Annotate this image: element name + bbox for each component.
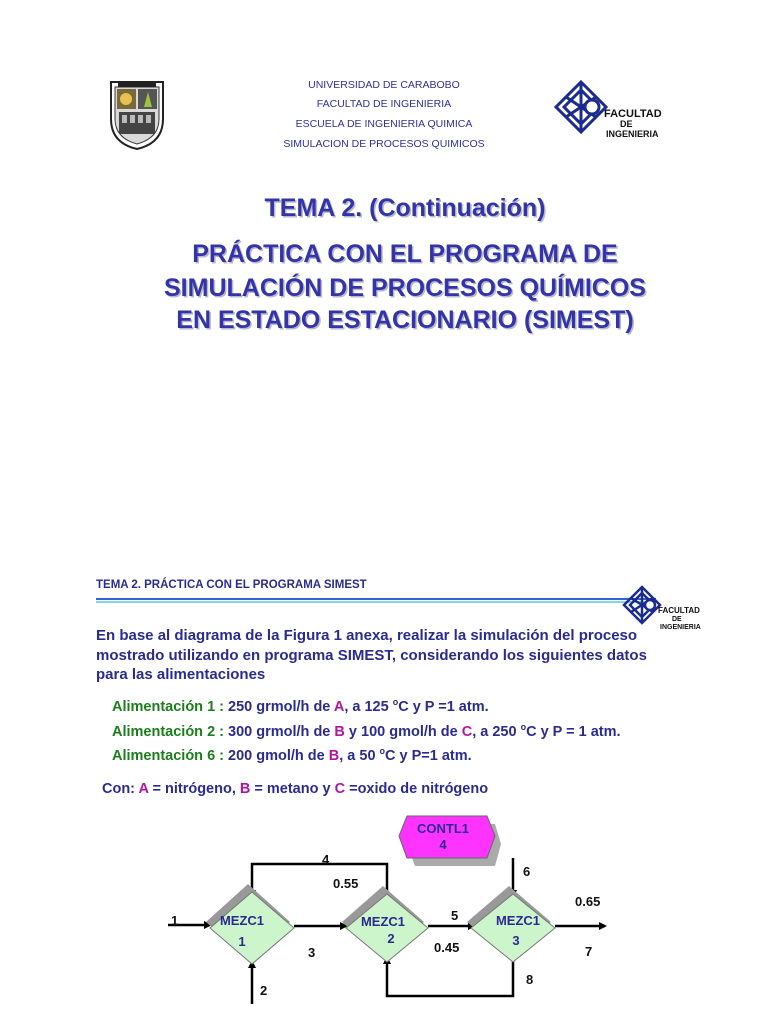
legend-component-a: A — [138, 781, 149, 797]
feed-1-label: Alimentación 1 : — [112, 699, 224, 715]
legend-prefix: Con: — [102, 781, 139, 797]
feed-2-label: Alimentación 2 : — [112, 724, 224, 740]
fraction-label-045: 0.45 — [434, 940, 460, 955]
components-legend — [102, 781, 488, 797]
feed-6 — [112, 746, 472, 764]
feed-6-text-c: C y P=1 atm — [385, 748, 468, 764]
mixer-2-label: MEZC1 — [360, 914, 406, 929]
stream-label-4: 4 — [322, 852, 330, 867]
mixer-1-label: MEZC1 — [219, 913, 265, 928]
process-flow-diagram — [0, 800, 768, 1024]
instructions-paragraph: En base al diagrama de la Figura 1 anexa, realizar la simulación del proceso mostrado utilizando en programa SIMEST, considerando los siguientes datos para las alimentaciones — [96, 627, 647, 683]
controller-contl1[interactable] — [399, 816, 501, 866]
faculty-logo-text-3: INGENIERIA — [606, 129, 659, 139]
legend-component-b: B — [239, 781, 251, 797]
faculty-logo-small-text-1: FACULTAD — [658, 606, 700, 615]
feed-2-text-d: C y P = 1 atm. — [526, 724, 621, 740]
feed-6-component: B — [328, 748, 340, 764]
faculty-logo-text-2: DE — [620, 119, 633, 129]
mixer-mezc1-1[interactable] — [206, 884, 294, 964]
mixer-mezc1-3[interactable] — [467, 886, 555, 962]
legend-b-text: = metano y — [250, 781, 335, 797]
header-school: ESCUELA DE INGENIERIA QUIMICA — [295, 118, 473, 130]
feed-6-degree: o — [379, 746, 386, 756]
controller-label: CONTL1 — [417, 821, 469, 836]
feed-2-degree: o — [520, 722, 527, 732]
stream-label-7: 7 — [585, 944, 593, 959]
fraction-label-065: 0.65 — [575, 894, 601, 909]
stream-label-2: 2 — [260, 983, 268, 998]
mixer-3-label: MEZC1 — [495, 913, 541, 928]
header-faculty: FACULTAD DE INGENIERIA — [316, 98, 452, 110]
feed-1-degree: o — [392, 697, 399, 707]
legend-c-text: =oxido de nitrógeno — [345, 781, 489, 797]
legend-a-text: = nitrógeno, — [148, 781, 240, 797]
faculty-logo-text-1: FACULTAD — [604, 108, 662, 120]
feed-6-label: Alimentación 6 : — [112, 748, 224, 764]
subtitle-line-3: EN ESTADO ESTACIONARIO (SIMEST) — [176, 306, 634, 334]
stream-label-1: 1 — [171, 913, 179, 928]
stream-label-3: 3 — [308, 945, 316, 960]
feed-2-text-c: , a 250 — [472, 724, 521, 740]
stream-8-line — [387, 958, 513, 996]
feed-6-text-b: , a 50 — [339, 748, 380, 764]
feed-6-text-a: 200 gmol/h de — [224, 748, 329, 764]
mixer-mezc1-2[interactable] — [342, 886, 428, 962]
feed-1-text-c: C y P =1 atm. — [398, 699, 489, 715]
subtitle-line-2: SIMULACIÓN DE PROCESOS QUÍMICOS — [164, 274, 646, 302]
faculty-logo — [554, 80, 664, 150]
stream-4-line — [252, 864, 387, 896]
faculty-logo-small-text-2: DE — [672, 616, 682, 623]
feed-2-text-b: y 100 gmol/h de — [344, 724, 462, 740]
feed-2-text-a: 300 grmol/h de — [224, 724, 335, 740]
header-university: UNIVERSIDAD DE CARABOBO — [308, 79, 460, 91]
section-title: TEMA 2. PRÁCTICA CON EL PROGRAMA SIMEST — [96, 579, 367, 591]
stream-label-5: 5 — [451, 908, 459, 923]
faculty-logo-small-text-3: INGENIERIA — [660, 624, 701, 631]
section-divider-cyan — [96, 601, 656, 603]
feed-2-component-1: B — [334, 724, 345, 740]
feed-1-text-b: , a 125 — [344, 699, 393, 715]
subtitle-line-1: PRÁCTICA CON EL PROGRAMA DE — [192, 240, 618, 268]
fraction-label-055: 0.55 — [333, 876, 359, 891]
feed-1-component: A — [333, 699, 345, 715]
legend-component-c: C — [334, 781, 346, 797]
section-divider-blue — [96, 598, 656, 600]
stream-label-6: 6 — [523, 864, 531, 879]
header-course: SIMULACION DE PROCESOS QUIMICOS — [283, 138, 485, 150]
controller-number: 4 — [439, 837, 447, 852]
feed-6-text-d: . — [467, 748, 472, 764]
feed-1 — [112, 697, 489, 715]
feed-2-component-2: C — [461, 724, 473, 740]
mixer-1-number: 1 — [238, 934, 246, 949]
stream-label-8: 8 — [526, 972, 534, 987]
page-title: TEMA 2. (Continuación) — [264, 194, 546, 222]
feed-2 — [112, 722, 621, 740]
mixer-2-number: 2 — [387, 931, 395, 946]
feed-1-text-a: 250 grmol/h de — [224, 699, 334, 715]
mixer-3-number: 3 — [512, 933, 520, 948]
